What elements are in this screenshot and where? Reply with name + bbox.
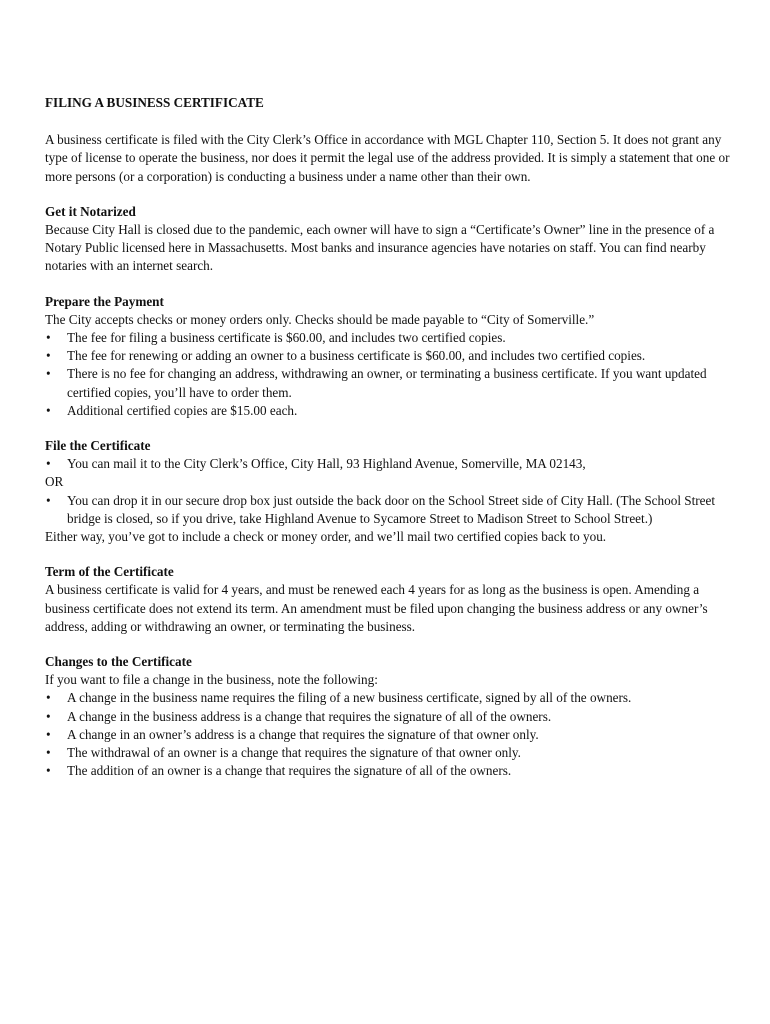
list-item	[45, 329, 735, 347]
list-item-text: The addition of an owner is a change that requires the signature of all of the owners.	[67, 763, 512, 779]
list-item-text: The withdrawal of an owner is a change that requires the signature of that owner only.	[67, 745, 521, 761]
section-heading: Get it Notarized	[45, 203, 136, 219]
bullet-icon: •	[46, 690, 51, 706]
list-item-text: The fee for filing a business certificate is $60.00, and includes two certified copies.	[67, 330, 506, 346]
section-body: The City accepts checks or money orders only. Checks should be made payable to “City of Somerville.”	[45, 311, 595, 327]
list-item	[45, 402, 735, 420]
list-item	[45, 455, 735, 473]
section-heading: File the Certificate	[45, 438, 151, 454]
bullet-icon: •	[46, 366, 51, 382]
bullet-icon: •	[46, 763, 51, 779]
list-item-text: You can drop it in our secure drop box just outside the back door on the School Street side of City Hall. (The School Street bridge is closed, so if you drive, take Highland Avenue to Sycamore Street to Madison Street to School Street.)	[67, 492, 716, 526]
list-item	[45, 365, 735, 401]
bullet-icon: •	[46, 330, 51, 346]
document-page	[45, 94, 735, 798]
list-item-text: You can mail it to the City Clerk’s Office, City Hall, 93 Highland Avenue, Somerville, MA 02143,	[67, 456, 586, 472]
payment-fee-list	[45, 329, 735, 420]
bullet-icon: •	[46, 726, 51, 742]
section-changes	[45, 653, 735, 780]
bullet-icon: •	[46, 745, 51, 761]
bullet-icon: •	[46, 708, 51, 724]
intro-paragraph: A business certificate is filed with the City Clerk’s Office in accordance with MGL Chapter 110, Section 5. It does not grant any type of license to operate the business, nor does it permit the legal use of the address provided. It is simply a statement that one or more persons (or a corporation) is conducting a business under a name other than their own.	[45, 132, 730, 184]
bullet-icon: •	[46, 348, 51, 364]
section-file-certificate	[45, 437, 735, 546]
section-body: Because City Hall is closed due to the pandemic, each owner will have to sign a “Certificate’s Owner” line in the presence of a Notary Public licensed here in Massachusetts. Most banks and insurance agencies have notaries on staff. You can find nearby notaries with an internet search.	[45, 222, 715, 274]
list-item	[45, 762, 735, 780]
section-closing: Either way, you’ve got to include a check or money order, and we’ll mail two certified copies back to you.	[45, 529, 607, 545]
section-prepare-payment	[45, 293, 735, 420]
bullet-icon: •	[46, 492, 51, 508]
section-heading: Term of the Certificate	[45, 564, 174, 580]
list-item	[45, 689, 735, 707]
bullet-icon: •	[46, 456, 51, 472]
file-option-list-mail	[45, 455, 735, 473]
section-heading: Prepare the Payment	[45, 293, 164, 309]
section-body: If you want to file a change in the business, note the following:	[45, 672, 378, 688]
bullet-icon: •	[46, 402, 51, 418]
list-item	[45, 726, 735, 744]
list-item-text: There is no fee for changing an address, withdrawing an owner, or terminating a business certificate. If you want updated certified copies, you’ll have to order them.	[67, 366, 707, 400]
list-item-text: A change in an owner’s address is a change that requires the signature of that owner only.	[67, 726, 539, 742]
changes-list	[45, 689, 735, 780]
file-option-list-dropbox	[45, 492, 735, 528]
list-item	[45, 347, 735, 365]
list-item	[45, 708, 735, 726]
section-heading: Changes to the Certificate	[45, 654, 192, 670]
or-separator: OR	[45, 474, 64, 490]
list-item	[45, 744, 735, 762]
list-item	[45, 492, 735, 528]
section-get-notarized	[45, 203, 735, 276]
list-item-text: Additional certified copies are $15.00 each.	[67, 402, 298, 418]
list-item-text: A change in the business address is a change that requires the signature of all of the owners.	[67, 708, 552, 724]
list-item-text: A change in the business name requires the filing of a new business certificate, signed by all of the owners.	[67, 690, 632, 706]
document-title: FILING A BUSINESS CERTIFICATE	[45, 95, 264, 110]
section-body: A business certificate is valid for 4 years, and must be renewed each 4 years for as long as the business is open. Amending a business certificate does not extend its term. An amendment must be filed upon changing the business address or any owner’s address, adding or withdrawing an owner, or terminating the business.	[45, 582, 708, 634]
list-item-text: The fee for renewing or adding an owner to a business certificate is $60.00, and includes two certified copies.	[67, 348, 646, 364]
section-term	[45, 563, 735, 636]
